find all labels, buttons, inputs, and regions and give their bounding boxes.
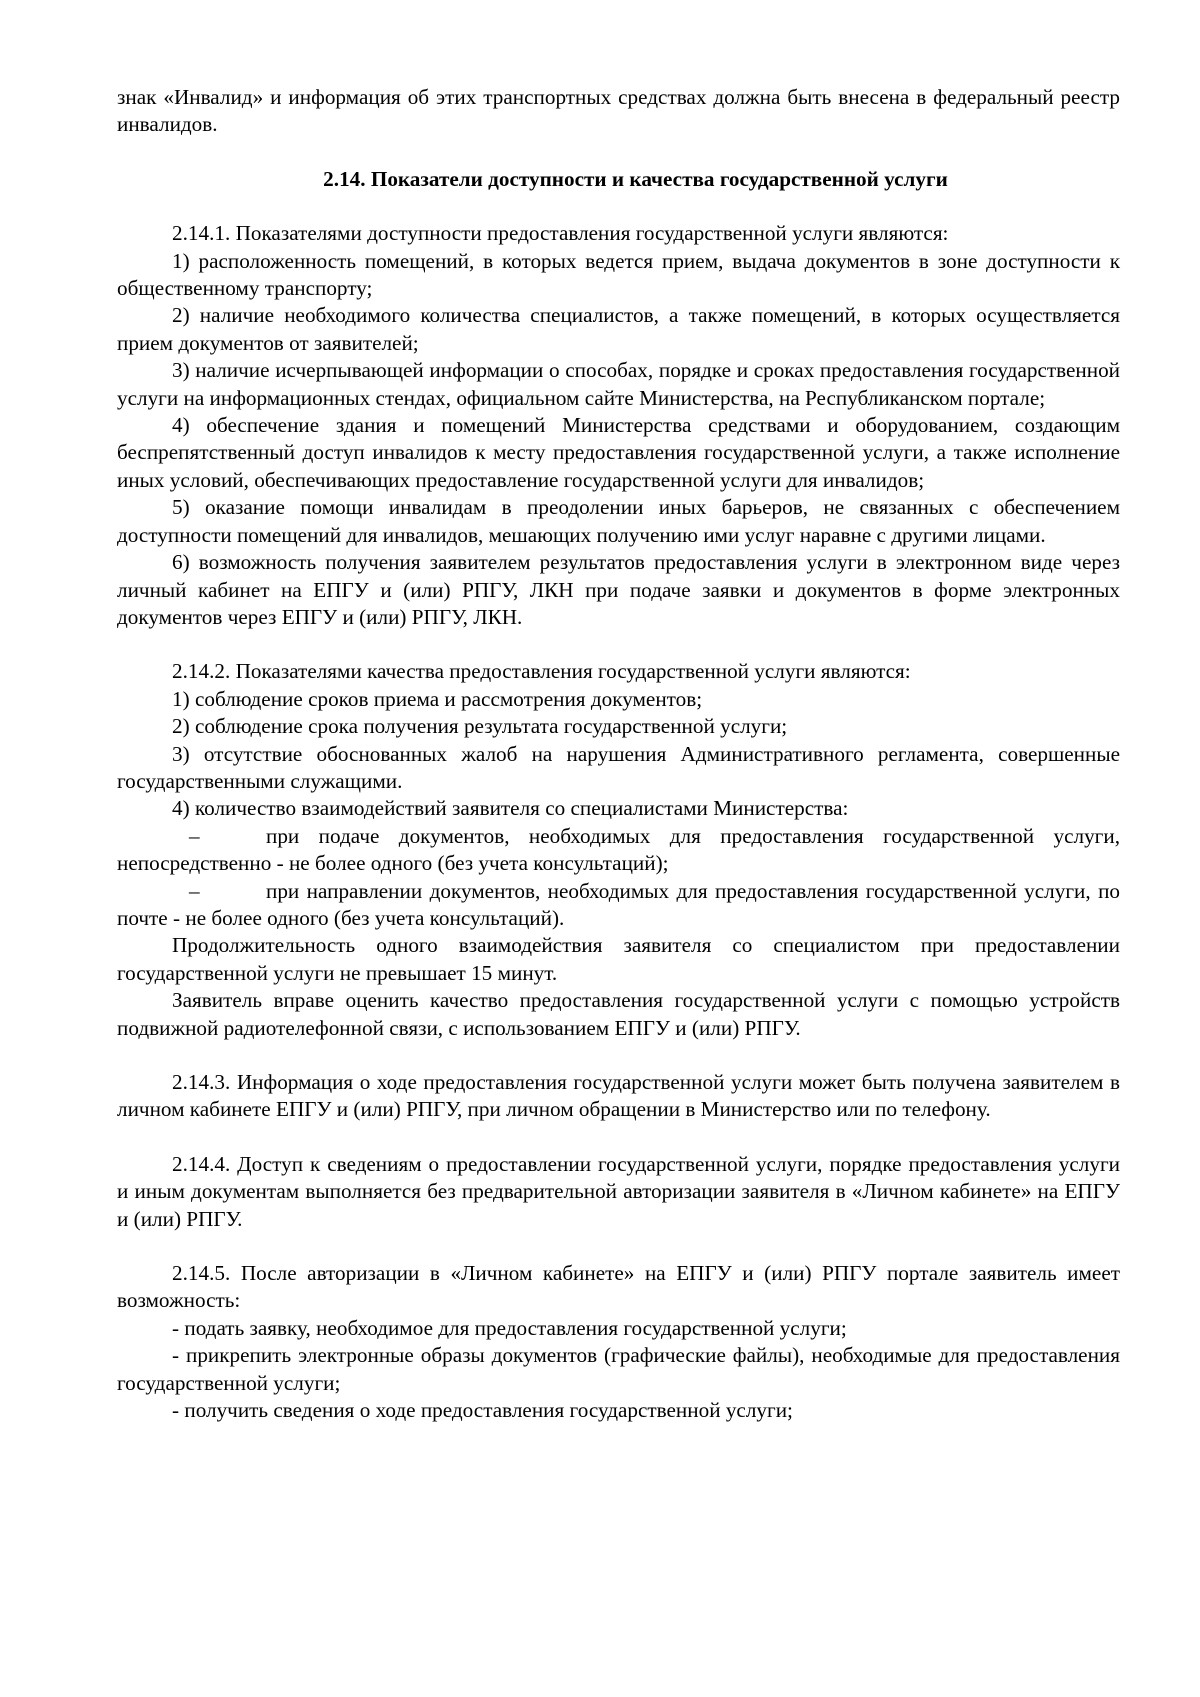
dash-mark: – xyxy=(189,878,200,903)
s5-item-2: - прикрепить электронные образы документов (графические файлы), необходимые для предоставления государственной услуги; xyxy=(117,1343,1120,1395)
s1-item-6: 6) возможность получения заявителем результатов предоставления услуги в электронном виде через личный кабинет на ЕПГУ и (или) РПГУ, ЛКН при подаче заявки и документов в форме электронных документов через ЕПГУ и (или) РПГУ, ЛКН. xyxy=(117,550,1120,629)
dash-mark: – xyxy=(189,823,200,848)
s2-dash-text-2: при направлении документов, необходимых для предоставления государственной услуги, по почте - не более одного (без учета консультаций). xyxy=(117,878,1120,930)
s2-item-2: 2) соблюдение срока получения результата государственной услуги; xyxy=(172,714,788,739)
s2-dash-item-2 xyxy=(117,878,1120,933)
s2-title: 2.14.2. Показателями качества предоставления государственной услуги являются: xyxy=(172,659,911,684)
s3-paragraph: 2.14.3. Информация о ходе предоставления государственной услуги может быть получена заявителем в личном кабинете ЕПГУ и (или) РПГУ, при личном обращении в Министерство или по телефону. xyxy=(117,1070,1120,1122)
s2-dash-item-1 xyxy=(117,823,1120,878)
s2-duration: Продолжительность одного взаимодействия заявителя со специалистом при предоставлении государственной услуги не превышает 15 минут. xyxy=(117,933,1120,985)
s2-dash-text-1: при подаче документов, необходимых для предоставления государственной услуги, непосредственно - не более одного (без учета консультаций); xyxy=(117,823,1120,876)
s1-item-3: 3) наличие исчерпывающей информации о способах, порядке и сроках предоставления государственной услуги на информационных стендах, официальном сайте Министерства, на Республиканском портале; xyxy=(117,358,1120,410)
s5-item-1: - подать заявку, необходимое для предоставления государственной услуги; xyxy=(172,1315,847,1340)
s1-item-2: 2) наличие необходимого количества специалистов, а также помещений, в которых осуществляется прием документов от заявителей; xyxy=(117,303,1120,355)
section-heading: 2.14. Показатели доступности и качества государственной услуги xyxy=(323,166,948,191)
s5-item-3: - получить сведения о ходе предоставления государственной услуги; xyxy=(172,1398,793,1423)
s1-item-1: 1) расположенность помещений, в которых ведется прием, выдача документов в зоне доступности к общественному транспорту; xyxy=(117,248,1120,301)
s2-rate: Заявитель вправе оценить качество предоставления государственной услуги с помощью устройств подвижной радиотелефонной связи, с использованием ЕПГУ и (или) РПГУ. xyxy=(117,988,1120,1040)
s1-item-4: 4) обеспечение здания и помещений Министерства средствами и оборудованием, создающим беспрепятственный доступ инвалидов к месту предоставления государственной услуги, а также исполнение иных условий, обеспечивающих предоставление государственной услуги для инвалидов; xyxy=(117,413,1120,492)
s1-item-5: 5) оказание помощи инвалидам в преодолении иных барьеров, не связанных с обеспечением доступности помещений для инвалидов, мешающих получению ими услуг наравне с другими лицами. xyxy=(117,495,1120,547)
s5-title: 2.14.5. После авторизации в «Личном кабинете» на ЕПГУ и (или) РПГУ портале заявитель имеет возможность: xyxy=(117,1261,1120,1313)
s2-item-3: 3) отсутствие обоснованных жалоб на нарушения Административного регламента, совершенные государственными служащими. xyxy=(117,741,1120,793)
s2-item-4: 4) количество взаимодействий заявителя со специалистами Министерства: xyxy=(172,796,849,821)
document-page xyxy=(117,84,1120,1424)
s2-item-1: 1) соблюдение сроков приема и рассмотрения документов; xyxy=(172,686,703,711)
s4-paragraph: 2.14.4. Доступ к сведениям о предоставлении государственной услуги, порядке предоставления услуги и иным документам выполняется без предварительной авторизации заявителя в «Личном кабинете» на ЕПГУ и (или) РПГУ. xyxy=(117,1151,1120,1231)
s1-title: 2.14.1. Показателями доступности предоставления государственной услуги являются: xyxy=(172,221,949,246)
intro-paragraph: знак «Инвалид» и информация об этих транспортных средствах должна быть внесена в федеральный реестр инвалидов. xyxy=(117,85,1120,137)
